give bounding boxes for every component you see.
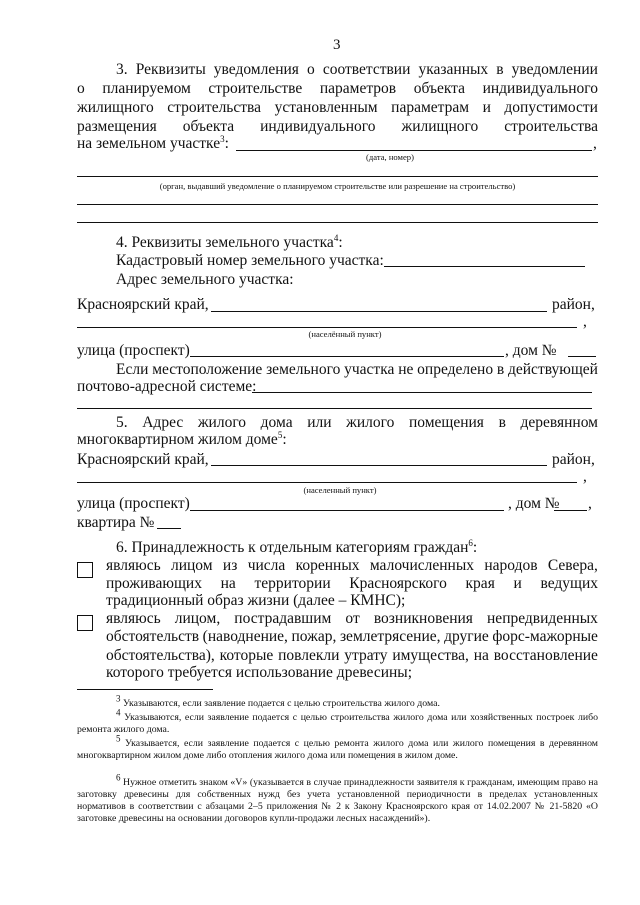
- word: соответствии: [322, 61, 411, 78]
- postal-address-line-2[interactable]: [77, 408, 592, 409]
- s3-line5: на земельном участке$^3$:: [77, 133, 229, 152]
- word: местоположение: [152, 361, 263, 378]
- word: земельного: [266, 361, 341, 378]
- s5-settlement-field[interactable]: [77, 482, 577, 483]
- word: возникновения: [373, 610, 473, 627]
- word: обстоятельств: [106, 628, 200, 645]
- s4-settlement-hint: (населённый пункт): [308, 329, 382, 339]
- issuing-organ-line-2[interactable]: [77, 204, 598, 205]
- word: и: [482, 99, 491, 116]
- word: параметров: [319, 80, 397, 97]
- word: коренных: [295, 557, 360, 574]
- page-number: 3: [333, 37, 341, 53]
- date-number-hint: (дата, номер): [366, 152, 414, 162]
- emergency-line3: [106, 647, 598, 665]
- word: территории: [254, 575, 331, 592]
- emergency-line1: [106, 610, 598, 628]
- word: жилого: [346, 414, 395, 431]
- issuing-organ-line-3[interactable]: [77, 222, 598, 223]
- s4-street-label: улица (проспект): [77, 342, 190, 359]
- word: уведомления: [213, 61, 299, 78]
- word: в: [496, 361, 505, 378]
- s4-house-label: , дом №: [505, 342, 557, 359]
- word: являюсь: [106, 610, 161, 627]
- footnote-6: $^6$ Нужное отметить знаком «V» (указывается в случае принадлежности заявителя к гражданам, имеющим право на заготовку древесины для собственных нужд без учета установленной периодичности в пределах установленных нормативов в соответствии с абзацами 2–5 приложения № 2 к Закону Красноярского края от 14.02.2007 № 21-5820 «О заготовке древесины на основании договоров купли-продажи лесных насаждений»).: [77, 772, 598, 824]
- word: повлекли: [278, 647, 340, 664]
- word: в: [496, 61, 504, 78]
- s6-title: 6. Принадлежность к отдельным категориям граждан$^6$:: [116, 537, 478, 556]
- s5-line2: многоквартирном жилом доме$^5$:: [77, 429, 287, 448]
- word: на: [220, 575, 236, 592]
- word: дома: [260, 414, 293, 431]
- word: помещения: [408, 414, 484, 431]
- word: Красноярского: [349, 575, 447, 592]
- word: допустимости: [504, 99, 598, 116]
- word: участка: [344, 361, 395, 378]
- issuing-organ-field[interactable]: [77, 176, 598, 177]
- word: пожар,: [291, 628, 337, 645]
- word: о: [307, 61, 315, 78]
- word: лицом,: [174, 610, 221, 627]
- word: малочисленных: [369, 557, 474, 574]
- footnote-separator: [77, 689, 213, 690]
- word: действующей: [508, 361, 598, 378]
- s5-street-field[interactable]: [190, 510, 504, 511]
- s4-noaddr-line2: почтово-адресной системе:: [77, 378, 257, 395]
- emergency-checkbox[interactable]: [77, 615, 93, 631]
- issuing-organ-hint: (орган, выдавший уведомление о планируемом строительстве или разрешение на строительство): [159, 181, 516, 191]
- word: планируемом: [102, 80, 191, 97]
- s5-district-label: район,: [552, 451, 595, 468]
- word: народов: [484, 557, 538, 574]
- word: имущества,: [392, 647, 469, 664]
- word: от: [345, 610, 360, 627]
- word: обстоятельства),: [106, 647, 215, 664]
- word: непредвиденных: [487, 610, 598, 627]
- word: жилого: [197, 414, 247, 431]
- word: (наводнение,: [202, 628, 288, 645]
- kmns-line3: традиционный образ жизни (далее – КМНС);: [106, 592, 406, 609]
- word: из: [222, 557, 238, 574]
- s4-street-field[interactable]: [190, 356, 504, 357]
- word: ведущих: [540, 575, 598, 592]
- word: не: [398, 361, 414, 378]
- s4-settlement-field[interactable]: [77, 327, 577, 328]
- word: индивидуального: [482, 80, 598, 97]
- s4-region-label: Красноярский край,: [77, 296, 209, 313]
- s4-district-label: район,: [552, 296, 595, 313]
- word: которые: [219, 647, 274, 664]
- word: Севера,: [547, 557, 598, 574]
- s5-settlement-hint: (населенный пункт): [303, 485, 377, 495]
- word: индивидуального: [260, 118, 376, 135]
- word: уведомлении: [511, 61, 598, 78]
- word: пострадавшим: [234, 610, 332, 627]
- kmns-line2: [106, 575, 598, 593]
- cadastral-number-field[interactable]: [384, 266, 585, 267]
- word: параметрам: [391, 99, 470, 116]
- word: о: [77, 80, 85, 97]
- word: строительства: [504, 118, 598, 135]
- land-address-label: Адрес земельного участка:: [116, 271, 294, 288]
- kmns-checkbox[interactable]: [77, 562, 93, 578]
- s5-house-field[interactable]: [554, 510, 587, 511]
- s3-line3: [77, 99, 598, 117]
- word: жилищного: [77, 99, 154, 116]
- s4-house-field[interactable]: [568, 356, 596, 357]
- footnote-3: $^3$ Указываются, если заявление подается с целью строительства жилого дома.: [116, 693, 440, 709]
- word: объекта: [182, 118, 235, 135]
- apartment-label: квартира №: [77, 514, 155, 531]
- word: утрату: [344, 647, 388, 664]
- apartment-field[interactable]: [157, 528, 181, 529]
- word: объекта: [413, 80, 466, 97]
- s5-region-label: Красноярский край,: [77, 451, 209, 468]
- word: определено: [417, 361, 494, 378]
- word: установленным: [274, 99, 378, 116]
- emergency-line4: которого требуется использование древесины;: [106, 664, 413, 681]
- emergency-line2: [106, 628, 598, 646]
- word: размещения: [77, 118, 157, 135]
- word: лицом: [170, 557, 213, 574]
- word: деревянном: [520, 414, 598, 431]
- word: 3.: [116, 61, 128, 78]
- kmns-line1: [106, 557, 598, 575]
- word: на: [473, 647, 489, 664]
- s5-line1: [116, 414, 598, 432]
- word: и: [513, 575, 522, 592]
- word: форс-мажорные: [492, 628, 598, 645]
- s5-street-label: улица (проспект): [77, 495, 190, 512]
- word: строительстве: [208, 80, 303, 97]
- word: восстановление: [493, 647, 598, 664]
- word: Реквизиты: [135, 61, 206, 78]
- word: края: [465, 575, 495, 592]
- word: Если: [116, 361, 149, 378]
- date-number-field[interactable]: [236, 150, 592, 151]
- s3-line4: [77, 118, 598, 136]
- word: другие: [444, 628, 489, 645]
- s3-line2: [77, 80, 598, 98]
- word: являюсь: [106, 557, 161, 574]
- word: жилищного: [401, 118, 479, 135]
- word: проживающих: [106, 575, 202, 592]
- word: в: [498, 414, 506, 431]
- s5-house-label: , дом №: [508, 495, 560, 512]
- word: землетрясение,: [339, 628, 441, 645]
- footnote-5: $^5$ Указывается, если заявление подается с целью ремонта жилого дома или жилого помещения в деревянном многоквартирном жилом доме либо отопления жилого дома или помещения в жилом доме.: [77, 733, 599, 761]
- s3-line1: [116, 61, 598, 79]
- s5-district-field[interactable]: [211, 465, 547, 466]
- postal-address-field[interactable]: [252, 392, 592, 393]
- s4-noaddr-line1: [116, 361, 598, 379]
- word: числа: [247, 557, 286, 574]
- word: указанных: [418, 61, 489, 78]
- word: Адрес: [142, 414, 184, 431]
- word: 5.: [116, 414, 128, 431]
- s4-title: 4. Реквизиты земельного участка$^4$:: [116, 232, 343, 251]
- word: строительства: [167, 99, 262, 116]
- footnote-4: $^4$ Указываются, если заявление подается с целью строительства жилого дома или хозяйственных построек либо ремонта жилого дома.: [77, 707, 598, 735]
- cadastral-label: Кадастровый номер земельного участка:: [116, 252, 384, 269]
- s4-district-field[interactable]: [211, 311, 547, 312]
- word: или: [307, 414, 332, 431]
